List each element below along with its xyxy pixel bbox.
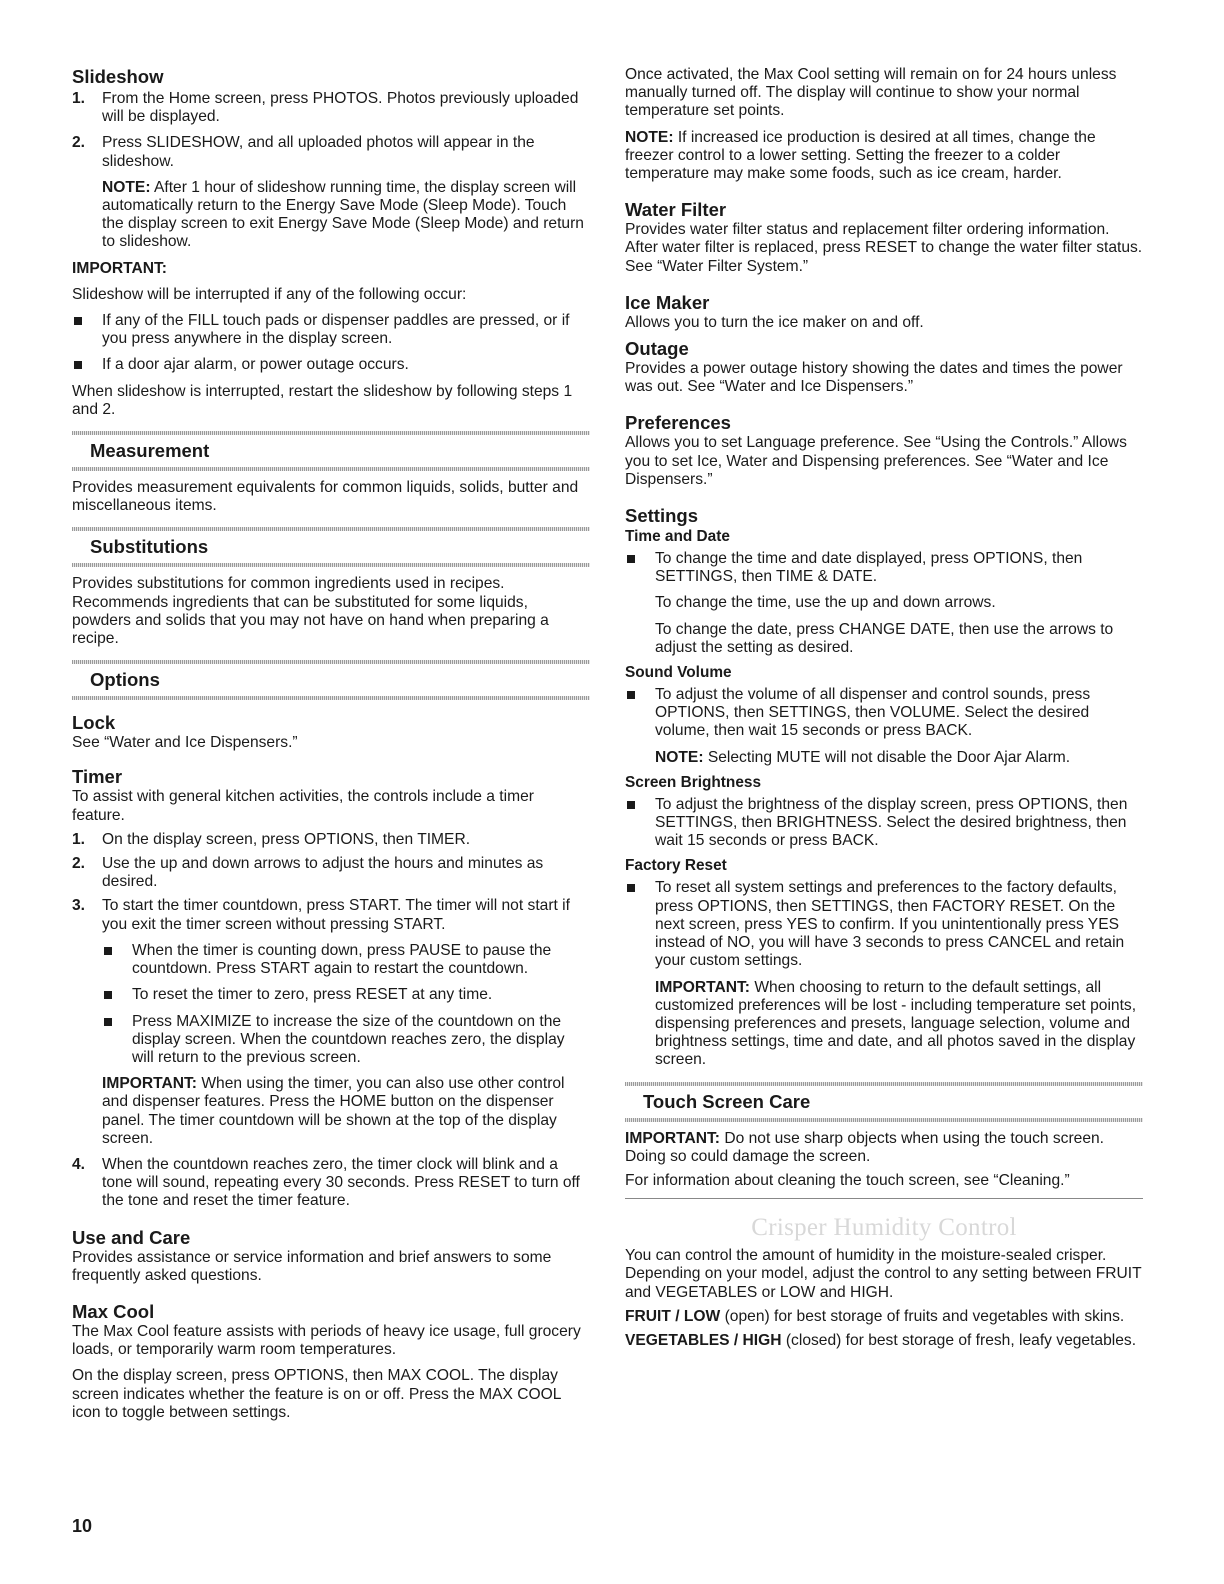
important-text: Do not use sharp objects when using the touch screen. Doing so could damage the screen. — [625, 1129, 1105, 1165]
fruit-label: FRUIT / LOW — [625, 1307, 721, 1325]
maxcool-text: On the display screen, press OPTIONS, then MAX COOL. The display screen indicates whether the feature is on or off. Press the MAX COOL icon to toggle between settings. — [72, 1367, 561, 1421]
slideshow-note — [72, 179, 590, 252]
usecare-text: Provides assistance or service information and brief answers to some frequently asked questions. — [72, 1248, 552, 1284]
note-text: If increased ice production is desired at all times, change the freezer control to a lower setting. Setting the freezer to a colder temperature may make some foods, such as ice cream, harder. — [625, 128, 1096, 183]
timer-step — [72, 1156, 590, 1211]
measurement-section-header — [72, 431, 590, 471]
interrupt-bullet: If a door ajar alarm, or power outage occurs. — [72, 356, 590, 374]
timer-bullet: To reset the timer to zero, press RESET at any time. — [72, 986, 590, 1004]
usecare-heading: Use and Care — [72, 1226, 191, 1248]
step-text: On the display screen, press OPTIONS, then TIMER. — [102, 830, 471, 848]
page-number: 10 — [72, 1516, 93, 1536]
settings-heading: Settings — [625, 505, 698, 527]
interrupt-restart: When slideshow is interrupted, restart the slideshow by following steps 1 and 2. — [72, 382, 573, 418]
timer-step — [72, 897, 590, 933]
outage-text: Provides a power outage history showing the dates and times the power was out. See “Water and Ice Dispensers.” — [625, 360, 1123, 396]
veg-label: VEGETABLES / HIGH — [625, 1331, 782, 1349]
substitutions-heading: Substitutions — [90, 536, 209, 558]
preferences-text: Allows you to set Language preference. See “Using the Controls.” Allows you to set Ice, Water and Dispensing preferences. See “Water and Ice Dispensers.” — [625, 434, 1127, 488]
step-number: 2. — [72, 134, 86, 152]
important-label: IMPORTANT: — [625, 1129, 720, 1147]
timedate-text: To change the date, press CHANGE DATE, then use the arrows to adjust the setting as desired. — [655, 620, 1114, 656]
right-column — [625, 66, 1143, 1350]
step-number: 1. — [72, 830, 86, 848]
sound-heading: Sound Volume — [625, 664, 732, 682]
brightness-bullet: To adjust the brightness of the display screen, press OPTIONS, then SETTINGS, then BRIGHTNESS. Select the desired brightness, then wait 15 seconds or press BACK. — [625, 796, 1143, 851]
slideshow-heading: Slideshow — [72, 66, 164, 87]
interrupt-intro: Slideshow will be interrupted if any of the following occur: — [72, 285, 467, 303]
timer-heading: Timer — [72, 766, 123, 788]
crisper-heading: Crisper Humidity Control — [751, 1214, 1017, 1242]
slideshow-step — [72, 134, 590, 170]
timedate-heading: Time and Date — [625, 528, 730, 546]
note-label: NOTE: — [102, 178, 151, 196]
timedate-text: To change the time, use the up and down arrows. — [655, 594, 996, 612]
touch-important — [625, 1130, 1143, 1166]
options-heading: Options — [90, 669, 160, 691]
crisper-divider — [625, 1198, 1143, 1199]
step-number: 4. — [72, 1155, 86, 1173]
important-label: IMPORTANT: — [655, 978, 750, 996]
timer-step — [72, 831, 590, 849]
step-number: 3. — [72, 897, 86, 915]
preferences-heading: Preferences — [625, 412, 731, 434]
factory-heading: Factory Reset — [625, 857, 727, 875]
icemaker-heading: Ice Maker — [625, 291, 710, 313]
factory-important — [625, 979, 1143, 1070]
important-label: IMPORTANT: — [72, 259, 167, 277]
important-text: When choosing to return to the default settings, all customized preferences will be lost - including temperature set points, dispensing preferences and presets, language selection, volume and brightness settings, time and date, and all photos saved in the display screen. — [655, 978, 1137, 1069]
interrupt-bullet: If any of the FILL touch pads or dispenser paddles are pressed, or if you press anywhere in the display screen. — [72, 312, 590, 348]
touch-section-header — [625, 1082, 1143, 1122]
sound-note — [625, 749, 1143, 767]
fruit-description: (open) for best storage of fruits and vegetables with skins. — [720, 1307, 1125, 1325]
note-label: NOTE: — [625, 128, 674, 146]
timer-bullet: Press MAXIMIZE to increase the size of the countdown on the display screen. When the countdown reaches zero, the display will return to the previous screen. — [72, 1013, 590, 1068]
waterfilter-text: Provides water filter status and replacement filter ordering information. After water filter is replaced, press RESET to change the water filter status. See “Water Filter System.” — [625, 221, 1143, 275]
maxcool-note — [625, 129, 1143, 184]
maxcool-heading: Max Cool — [72, 1300, 155, 1322]
step-text: From the Home screen, press PHOTOS. Photos previously uploaded will be displayed. — [102, 90, 579, 126]
step-text: Press SLIDESHOW, and all uploaded photos will appear in the slideshow. — [102, 134, 535, 170]
fruit-text — [625, 1308, 1143, 1326]
note-text: Selecting MUTE will not disable the Door Ajar Alarm. — [703, 748, 1071, 766]
step-text: Use the up and down arrows to adjust the hours and minutes as desired. — [102, 855, 544, 891]
timer-important — [72, 1075, 590, 1148]
step-text: To start the timer countdown, press START. The timer will not start if you exit the timer screen without pressing START. — [102, 897, 570, 933]
touch-heading: Touch Screen Care — [643, 1090, 811, 1112]
veg-text — [625, 1332, 1143, 1350]
step-number: 1. — [72, 90, 86, 107]
maxcool-continued: Once activated, the Max Cool setting will remain on for 24 hours unless manually turned off. The display will continue to show your normal temperature set points. — [625, 66, 1117, 120]
lock-heading: Lock — [72, 712, 116, 734]
crisper-text: You can control the amount of humidity in the moisture-sealed crisper. Depending on your model, adjust the control to any setting between FRUIT and VEGETABLES or LOW and HIGH. — [625, 1247, 1142, 1301]
waterfilter-heading: Water Filter — [625, 199, 727, 221]
factory-bullet: To reset all system settings and preferences to the factory defaults, press OPTIONS, then SETTINGS, then FACTORY RESET. On the next screen, press YES to confirm. If you unintentionally press YES instead of NO, you will have 3 seconds to press CANCEL and retain your custom settings. — [625, 879, 1143, 970]
measurement-heading: Measurement — [90, 440, 210, 462]
important-label: IMPORTANT: — [102, 1075, 197, 1093]
touch-info: For information about cleaning the touch screen, see “Cleaning.” — [625, 1171, 1070, 1189]
brightness-heading: Screen Brightness — [625, 773, 761, 791]
important-text: When using the timer, you can also use other control and dispenser features. Press the HOME button on the dispenser panel. The timer countdown will be shown at the top of the display screen. — [102, 1075, 565, 1147]
left-column — [72, 66, 590, 1422]
veg-description: (closed) for best storage of fresh, leafy vegetables. — [781, 1331, 1137, 1349]
timedate-bullet: To change the time and date displayed, press OPTIONS, then SETTINGS, then TIME & DATE. — [625, 550, 1143, 586]
maxcool-text: The Max Cool feature assists with periods of heavy ice usage, full grocery loads, or temporarily warm room temperatures. — [72, 1322, 581, 1359]
options-section-header — [72, 660, 590, 700]
timer-bullet: When the timer is counting down, press PAUSE to pause the countdown. Press START again to restart the countdown. — [72, 942, 590, 978]
timer-intro: To assist with general kitchen activities, the controls include a timer feature. — [72, 788, 534, 824]
note-label: NOTE: — [655, 748, 704, 766]
outage-heading: Outage — [625, 338, 689, 360]
sound-bullet: To adjust the volume of all dispenser and control sounds, press OPTIONS, then SETTINGS, then VOLUME. Select the desired volume, then wait 15 seconds or press BACK. — [625, 686, 1143, 741]
measurement-text: Provides measurement equivalents for common liquids, solids, butter and miscellaneous items. — [72, 479, 579, 515]
substitutions-text: Provides substitutions for common ingredients used in recipes. Recommends ingredients that can be substituted for some liquids, powders and solids that you may not have on hand when preparing a recipe. — [72, 575, 549, 648]
slideshow-step — [72, 90, 590, 126]
timer-step — [72, 855, 590, 891]
step-text: When the countdown reaches zero, the timer clock will blink and a tone will sound, repeating every 30 seconds. Press RESET to turn off the tone and reset the timer feature. — [102, 1155, 580, 1210]
note-text: After 1 hour of slideshow running time, the display screen will automatically return to the Energy Save Mode (Sleep Mode). Touch the display screen to exit Energy Save Mode (Sleep Mode) and return to slideshow. — [102, 178, 584, 251]
lock-text: See “Water and Ice Dispensers.” — [72, 734, 298, 752]
substitutions-section-header — [72, 527, 590, 567]
icemaker-text: Allows you to turn the ice maker on and off. — [625, 313, 924, 331]
step-number: 2. — [72, 855, 86, 873]
